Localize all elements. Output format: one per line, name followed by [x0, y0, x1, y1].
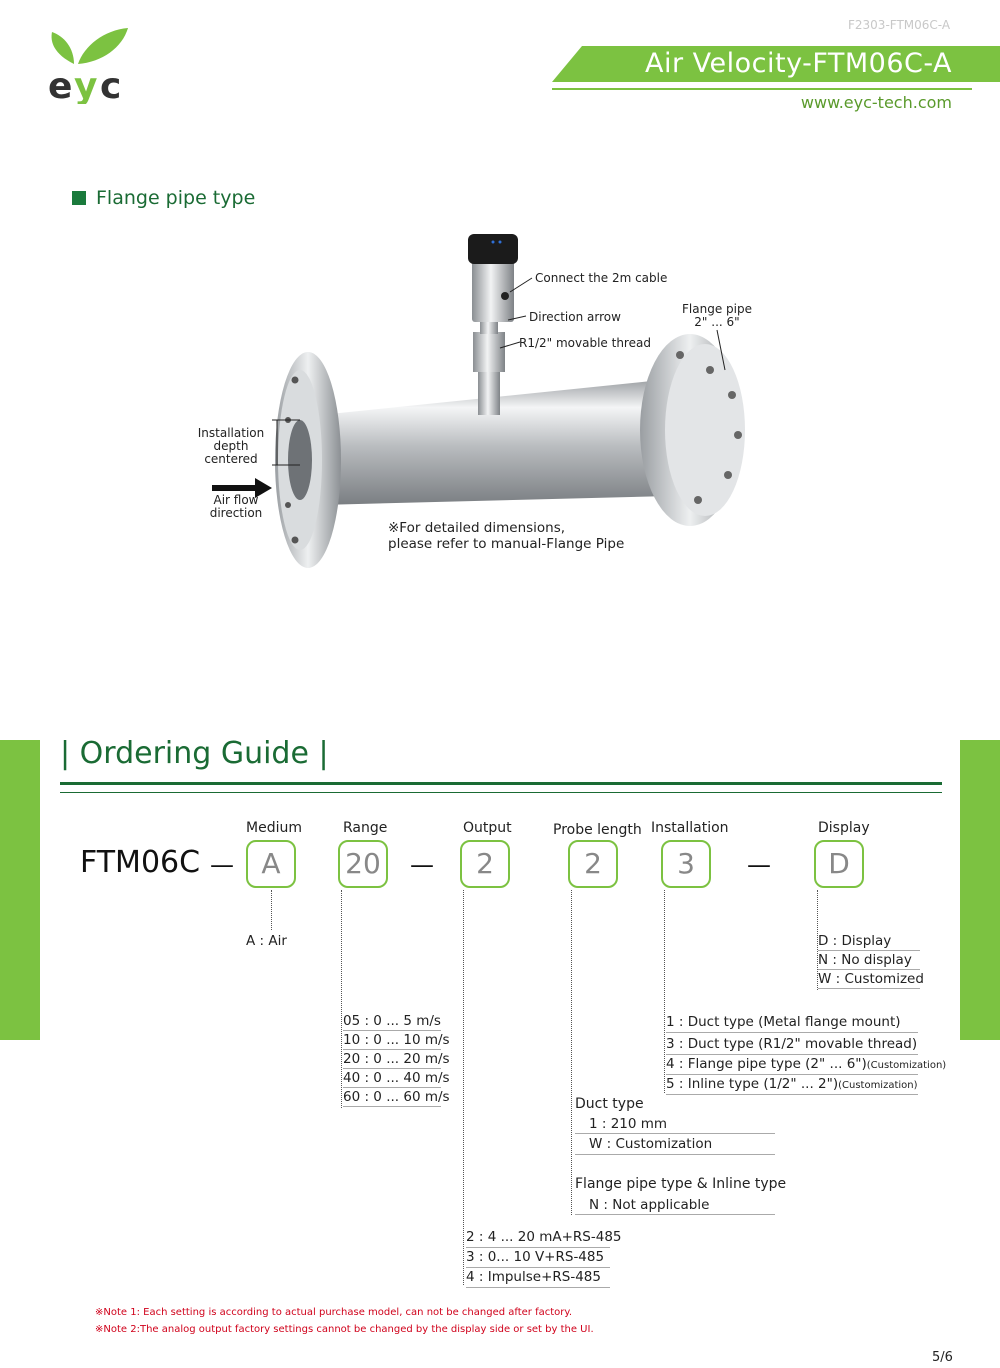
- installation-option-main: 5 : Inline type (1/2" ... 2"): [666, 1076, 839, 1092]
- label-installation-depth: [186, 427, 276, 466]
- flange-label-line2: 2" ... 6": [694, 315, 740, 329]
- code-box-range: 20: [338, 840, 388, 888]
- range-options: [343, 1012, 450, 1107]
- option-divider: [575, 1214, 775, 1215]
- installation-option-main: 1 : Duct type (Metal flange mount): [666, 1014, 901, 1030]
- probe-duct-title: Duct type: [575, 1096, 644, 1112]
- svg-text:y: y: [74, 66, 98, 104]
- option-divider: [666, 1094, 918, 1095]
- depth-label-line2: depth centered: [204, 439, 258, 466]
- separator-dash: —: [747, 851, 771, 879]
- installation-option: [666, 1055, 947, 1074]
- label-flange-pipe: [672, 303, 762, 329]
- category-probe-length: Probe length: [553, 822, 642, 838]
- ordering-guide-title: | Ordering Guide |: [60, 736, 329, 771]
- probe-flange-options: [575, 1196, 775, 1215]
- footnote-1: ※Note 1: Each setting is according to actual purchase model, can not be changed after factory.: [95, 1307, 573, 1318]
- code-box-probe: 2: [568, 840, 618, 888]
- code-box-installation: 3: [661, 840, 711, 888]
- title-underline: [552, 88, 972, 90]
- eyc-logo: [44, 24, 134, 104]
- separator-dash: —: [210, 851, 234, 879]
- option-divider: [343, 1106, 441, 1107]
- model-name: FTM06C: [80, 845, 201, 880]
- display-option: W : Customized: [818, 971, 924, 987]
- separator-dash: —: [410, 851, 434, 879]
- ordering-divider: [60, 782, 942, 785]
- installation-option-note: (Customization): [838, 1080, 918, 1091]
- dimension-note: [388, 520, 624, 552]
- connector-output: [463, 890, 464, 1285]
- connector-installation: [664, 890, 665, 1093]
- category-output: Output: [463, 820, 512, 836]
- medium-option: A : Air: [246, 933, 287, 949]
- display-option: D : Display: [818, 933, 892, 949]
- range-option: 60 : 0 ... 60 m/s: [343, 1089, 450, 1105]
- display-options: [818, 932, 924, 989]
- flow-label-line2: direction: [209, 506, 263, 520]
- code-box-medium: A: [246, 840, 296, 888]
- svg-text:c: c: [100, 66, 122, 104]
- label-cable: Connect the 2m cable: [535, 271, 668, 285]
- connector-probe: [571, 890, 572, 1215]
- footnote-2: ※Note 2:The analog output factory settings cannot be changed by the display side or set by the UI.: [95, 1324, 594, 1335]
- installation-option-main: 4 : Flange pipe type (2" ... 6"): [666, 1056, 867, 1072]
- range-option: 40 : 0 ... 40 m/s: [343, 1070, 450, 1086]
- category-display: Display: [818, 820, 870, 836]
- ordering-divider-thin: [60, 792, 942, 793]
- left-side-bar: [0, 740, 40, 1040]
- right-side-bar: [960, 740, 1000, 1040]
- page-title: Air Velocity-FTM06C-A: [644, 48, 952, 79]
- installation-option: [666, 1035, 918, 1054]
- website-link[interactable]: www.eyc-tech.com: [800, 93, 952, 112]
- probe-option: N : Not applicable: [589, 1197, 710, 1213]
- option-divider: [575, 1154, 775, 1155]
- output-option: 2 : 4 ... 20 mA+RS-485: [466, 1229, 622, 1245]
- depth-label-line1: Installation: [197, 426, 265, 440]
- code-box-output: 2: [460, 840, 510, 888]
- range-option: 10 : 0 ... 10 m/s: [343, 1032, 450, 1048]
- connector-range: [341, 890, 342, 1108]
- option-divider: [666, 1032, 918, 1033]
- category-installation: Installation: [651, 820, 729, 836]
- flow-label-line1: Air flow: [213, 493, 259, 507]
- installation-option-main: 3 : Duct type (R1/2" movable thread): [666, 1036, 918, 1052]
- range-option: 20 : 0 ... 20 m/s: [343, 1051, 450, 1067]
- section-bullet-icon: [72, 191, 86, 205]
- probe-duct-options: [575, 1115, 775, 1155]
- section-title: Flange pipe type: [96, 187, 256, 209]
- code-box-display: D: [814, 840, 864, 888]
- range-option: 05 : 0 ... 5 m/s: [343, 1013, 441, 1029]
- category-range: Range: [343, 820, 388, 836]
- label-thread: R1/2" movable thread: [519, 336, 651, 350]
- option-divider: [818, 988, 920, 989]
- svg-text:e: e: [48, 66, 73, 104]
- connector-medium: [271, 890, 272, 930]
- label-air-flow: [196, 494, 276, 520]
- installation-option: [666, 1075, 918, 1094]
- dimension-note-line1: ※For detailed dimensions,: [388, 520, 566, 536]
- document-id: F2303-FTM06C-A: [848, 18, 951, 32]
- option-divider: [466, 1287, 610, 1288]
- installation-options: [666, 1013, 947, 1095]
- display-option: N : No display: [818, 952, 912, 968]
- page-number: 5/6: [932, 1350, 953, 1365]
- installation-option: [666, 1013, 918, 1032]
- output-options: [466, 1228, 622, 1288]
- output-option: 4 : Impulse+RS-485: [466, 1269, 601, 1285]
- probe-option: 1 : 210 mm: [589, 1116, 668, 1132]
- installation-option-note: (Customization): [866, 1060, 947, 1071]
- label-direction-arrow: Direction arrow: [529, 310, 621, 324]
- probe-option: W : Customization: [589, 1136, 713, 1152]
- category-medium: Medium: [246, 820, 302, 836]
- flange-label-line1: Flange pipe: [682, 302, 752, 316]
- dimension-note-line2: please refer to manual-Flange Pipe: [388, 536, 625, 552]
- output-option: 3 : 0... 10 V+RS-485: [466, 1249, 605, 1265]
- probe-flange-title: Flange pipe type & Inline type: [575, 1176, 787, 1192]
